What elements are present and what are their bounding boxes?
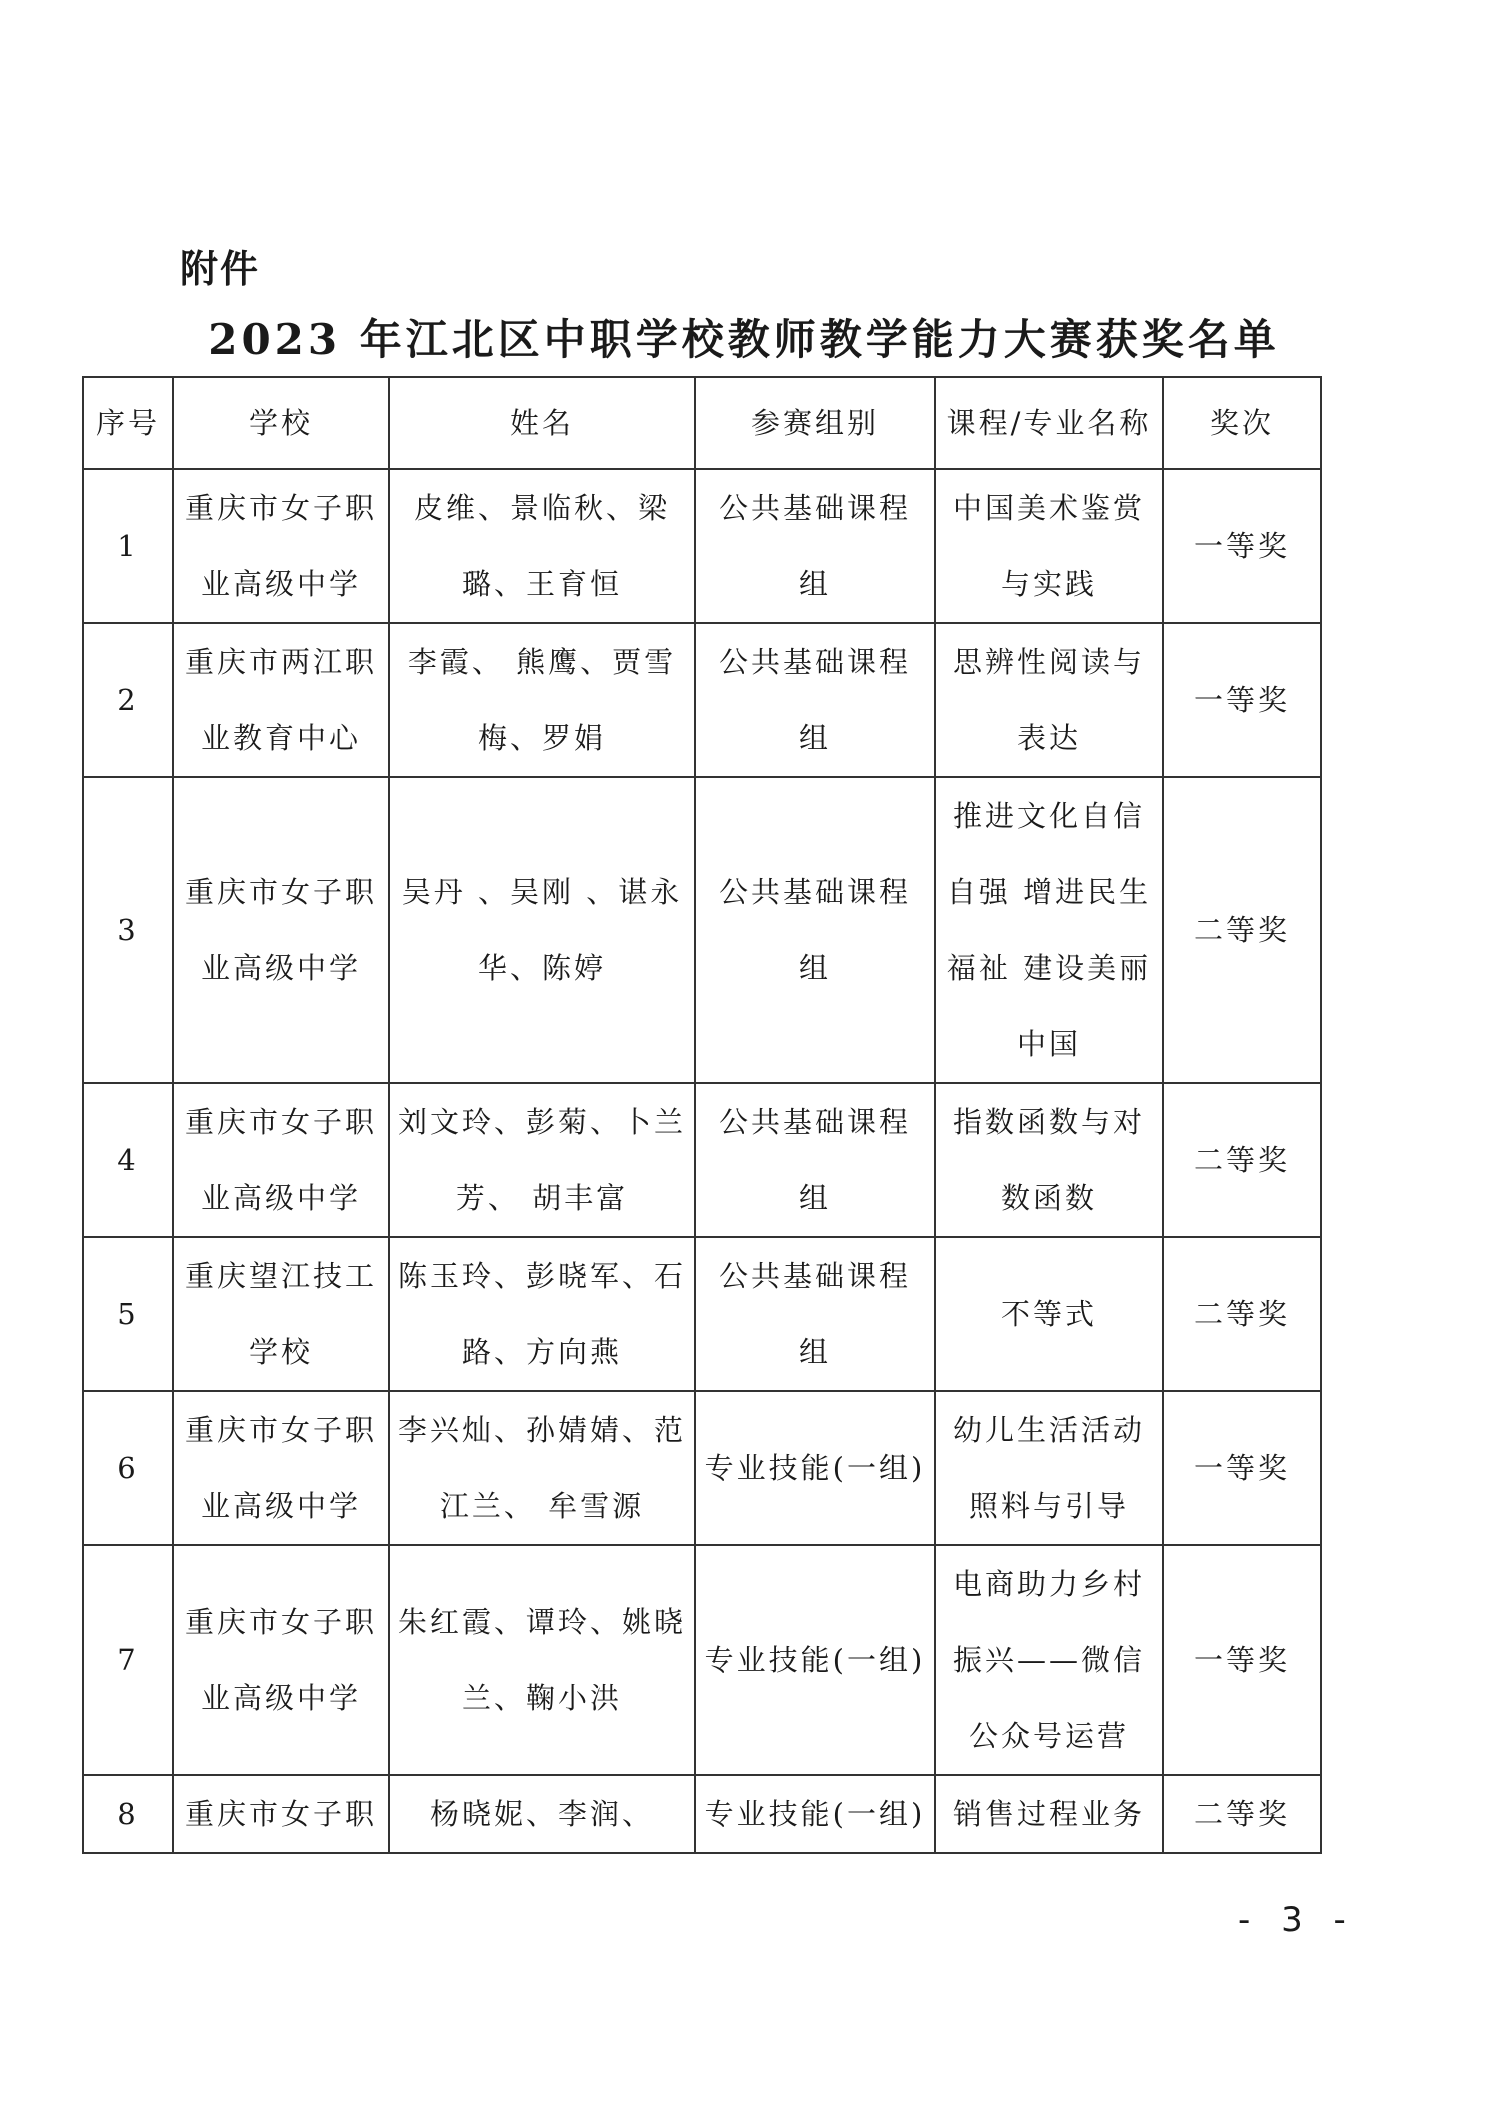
cell-names: 杨晓妮、李润、 [389, 1775, 695, 1853]
cell-group: 专业技能(一组) [695, 1775, 935, 1853]
cell-award: 二等奖 [1163, 1083, 1321, 1237]
cell-school: 重庆市女子职业高级中学 [173, 469, 389, 623]
cell-course: 电商助力乡村振兴——微信公众号运营 [935, 1545, 1163, 1775]
table-row [83, 1391, 1321, 1545]
cell-course: 思辨性阅读与表达 [935, 623, 1163, 777]
cell-course: 推进文化自信自强 增进民生福祉 建设美丽中国 [935, 777, 1163, 1083]
cell-seq: 7 [83, 1545, 173, 1775]
table-row [83, 1545, 1321, 1775]
cell-seq: 1 [83, 469, 173, 623]
cell-course: 指数函数与对数函数 [935, 1083, 1163, 1237]
cell-names: 吴丹 、吴刚 、谌永华、陈婷 [389, 777, 695, 1083]
header-course: 课程/专业名称 [935, 377, 1163, 469]
table-row [83, 469, 1321, 623]
cell-names: 李霞、 熊鹰、贾雪梅、罗娟 [389, 623, 695, 777]
cell-school: 重庆望江技工学校 [173, 1237, 389, 1391]
cell-award: 一等奖 [1163, 623, 1321, 777]
table-row [83, 1083, 1321, 1237]
table-row [83, 1237, 1321, 1391]
cell-seq: 5 [83, 1237, 173, 1391]
cell-group: 专业技能(一组) [695, 1391, 935, 1545]
cell-course: 中国美术鉴赏与实践 [935, 469, 1163, 623]
header-school: 学校 [173, 377, 389, 469]
page-number: - 3 - [1238, 1900, 1356, 1940]
cell-group: 公共基础课程组 [695, 777, 935, 1083]
cell-names: 陈玉玲、彭晓军、石路、方向燕 [389, 1237, 695, 1391]
attachment-label: 附件 [180, 247, 261, 291]
cell-seq: 6 [83, 1391, 173, 1545]
cell-seq: 3 [83, 777, 173, 1083]
cell-award: 二等奖 [1163, 1237, 1321, 1391]
cell-group: 公共基础课程组 [695, 623, 935, 777]
awards-table [82, 376, 1322, 1854]
cell-course: 不等式 [935, 1237, 1163, 1391]
header-seq: 序号 [83, 377, 173, 469]
cell-seq: 2 [83, 623, 173, 777]
cell-school: 重庆市女子职 [173, 1775, 389, 1853]
cell-group: 公共基础课程组 [695, 1083, 935, 1237]
cell-seq: 8 [83, 1775, 173, 1853]
cell-group: 公共基础课程组 [695, 469, 935, 623]
header-names: 姓名 [389, 377, 695, 469]
cell-names: 皮维、景临秋、梁璐、王育恒 [389, 469, 695, 623]
document-title: 2023 年江北区中职学校教师教学能力大赛获奖名单 [208, 315, 1280, 364]
header-award: 奖次 [1163, 377, 1321, 469]
cell-award: 一等奖 [1163, 1391, 1321, 1545]
table-row [83, 623, 1321, 777]
header-group: 参赛组别 [695, 377, 935, 469]
cell-award: 二等奖 [1163, 1775, 1321, 1853]
cell-award: 一等奖 [1163, 1545, 1321, 1775]
cell-group: 公共基础课程组 [695, 1237, 935, 1391]
cell-award: 一等奖 [1163, 469, 1321, 623]
cell-names: 刘文玲、彭菊、卜兰芳、 胡丰富 [389, 1083, 695, 1237]
cell-names: 李兴灿、孙婧婧、范江兰、 牟雪源 [389, 1391, 695, 1545]
cell-school: 重庆市女子职业高级中学 [173, 777, 389, 1083]
cell-award: 二等奖 [1163, 777, 1321, 1083]
table-row [83, 1775, 1321, 1853]
table-row [83, 777, 1321, 1083]
cell-course: 销售过程业务 [935, 1775, 1163, 1853]
cell-course: 幼儿生活活动照料与引导 [935, 1391, 1163, 1545]
cell-school: 重庆市两江职业教育中心 [173, 623, 389, 777]
table-header-row [83, 377, 1321, 469]
cell-names: 朱红霞、谭玲、姚晓兰、鞠小洪 [389, 1545, 695, 1775]
cell-school: 重庆市女子职业高级中学 [173, 1391, 389, 1545]
cell-school: 重庆市女子职业高级中学 [173, 1545, 389, 1775]
cell-school: 重庆市女子职业高级中学 [173, 1083, 389, 1237]
cell-seq: 4 [83, 1083, 173, 1237]
cell-group: 专业技能(一组) [695, 1545, 935, 1775]
